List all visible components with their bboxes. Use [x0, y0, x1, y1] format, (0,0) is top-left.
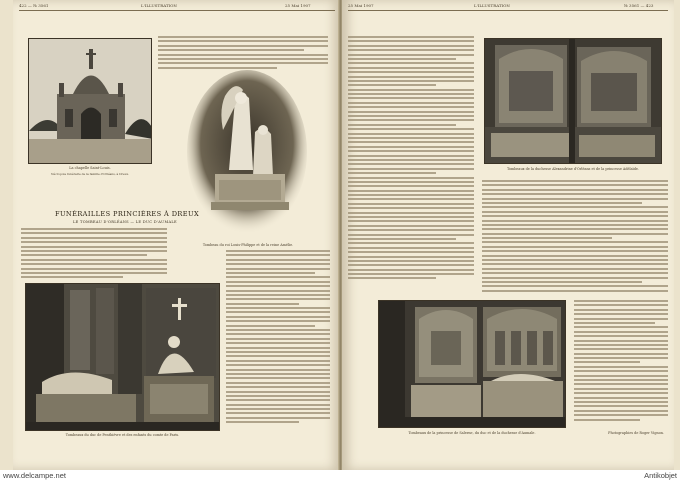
left-page-number: 422 — № 3561 [19, 3, 49, 8]
statue-vignette [183, 70, 311, 240]
adelaide-tomb-photo [484, 38, 662, 164]
right-page-number: № 3561 — 423 [624, 3, 654, 8]
article-subtitle: LE TOMBEAU D'ORLÉANS — LE DUC D'AUMALE [73, 220, 177, 224]
chapel-caption-title: La chapelle Saint-Louis. [69, 166, 111, 170]
aumale-tomb-photo [378, 300, 566, 428]
left-journal-title: L'ILLUSTRATION [141, 3, 177, 8]
watermark-bar [0, 470, 680, 481]
right-journal-title: L'ILLUSTRATION [474, 3, 510, 8]
article-title: FUNÉRAILLES PRINCIÈRES À DREUX [55, 210, 200, 218]
chapel-photo [28, 38, 152, 164]
left-body-text [21, 228, 167, 281]
penthievre-tomb-caption: Tombeaux du duc de Penthièvre et des enfants du comte de Paris. [65, 433, 180, 437]
right-lower-text-column [574, 300, 668, 423]
watermark-right: Antikobjet [644, 471, 677, 480]
right-page [342, 0, 674, 470]
statue-caption: Tombeau du roi Louis-Philippe et de la reine Amélie. [202, 243, 294, 247]
adelaide-tomb-caption: Tombeaux de la duchesse Alexandrine d'Orléans et de la princesse Adélaïde. [507, 167, 639, 171]
photo-credit: Photographies de Roger Vignon. [608, 431, 664, 435]
chapel-caption-note: Nécropole funéraire de la famille d'Orléans, à Dreux. [50, 172, 130, 176]
right-header-rule [348, 10, 668, 11]
left-lower-text-column [226, 250, 330, 426]
aumale-tomb-caption: Tombeaux de la princesse de Salerne, du duc et de la duchesse d'Aumale. [408, 431, 536, 435]
left-header-date: 25 Mai 1907 [285, 3, 311, 8]
left-page [13, 0, 340, 470]
right-right-text-column [482, 180, 668, 294]
left-header-rule [19, 10, 335, 11]
right-header-date: 25 Mai 1907 [348, 3, 374, 8]
right-left-text-column [348, 36, 474, 282]
left-top-text-column [158, 36, 328, 71]
penthievre-tomb-photo [25, 283, 220, 431]
watermark-left: www.delcampe.net [3, 471, 66, 480]
